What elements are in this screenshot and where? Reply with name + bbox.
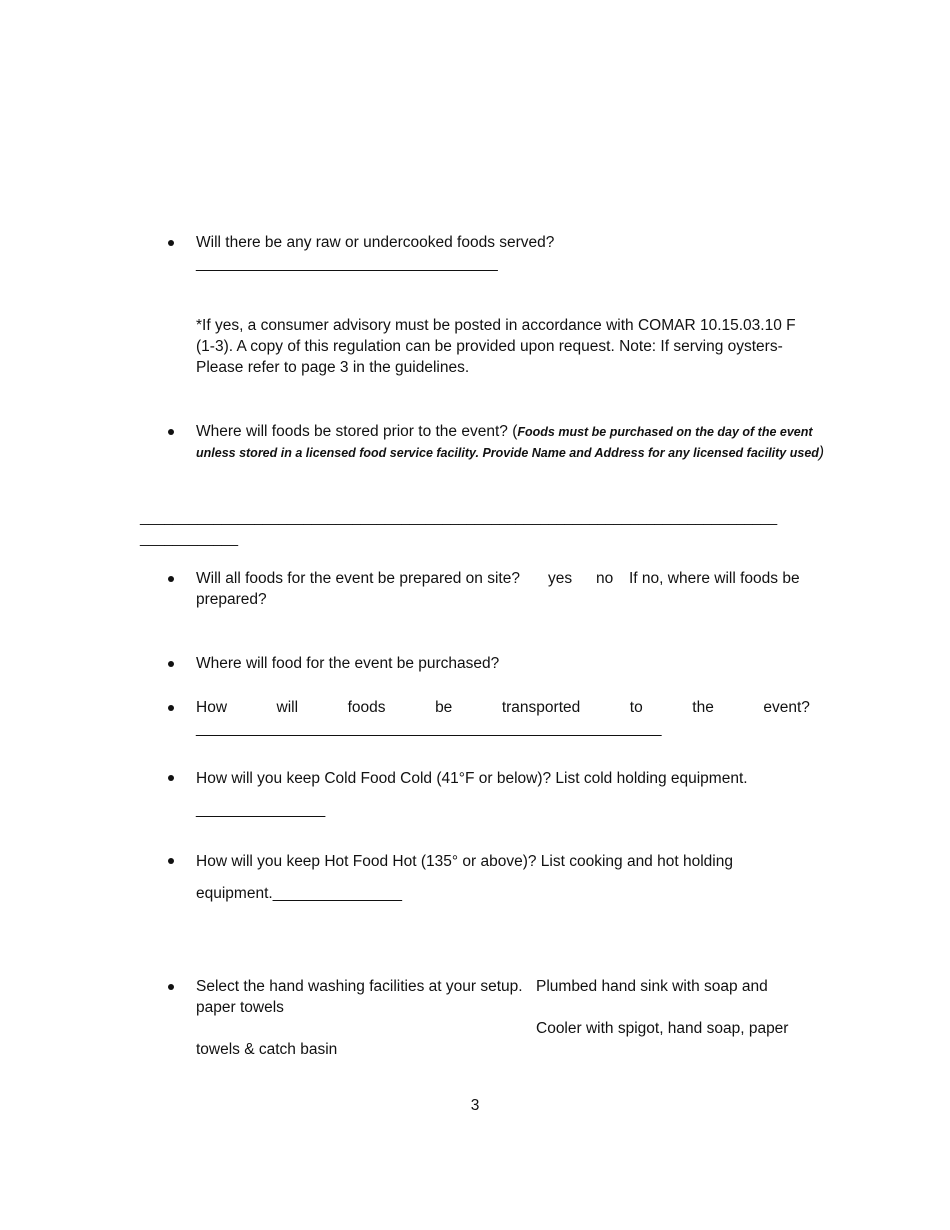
q5-word: to — [629, 699, 643, 716]
q3-follow-up: If no, where will foods be — [629, 570, 800, 587]
bullet — [168, 240, 174, 246]
q2-note-line-1: Foods must be purchased on the day of the event — [517, 425, 813, 439]
q1-question: Will there be any raw or undercooked foods served? — [196, 234, 555, 251]
q2-answer-blank-1[interactable]: ______________________________________________________________________________ — [140, 510, 778, 526]
q8-option-cooler-spigot[interactable]: Cooler with spigot, hand soap, paper — [536, 1020, 789, 1037]
page-number: 3 — [470, 1097, 480, 1114]
q5-word: be — [435, 699, 453, 716]
q7-question: How will you keep Hot Food Hot (135° or above)? List cooking and hot holding — [196, 853, 733, 870]
q1-answer-blank[interactable]: ___________________________________ — [196, 255, 498, 272]
bullet — [168, 984, 174, 990]
bullet — [168, 576, 174, 582]
q5-answer-blank[interactable]: ______________________________________________________ — [196, 720, 662, 737]
q2-answer-blank-2[interactable]: ____________ — [140, 531, 239, 547]
q2-note — [196, 444, 824, 462]
q8-option-cooler-spigot-cont: towels & catch basin — [196, 1041, 338, 1058]
q8-option-plumbed-sink-cont: paper towels — [196, 999, 284, 1016]
q2-question-text: Where will foods be stored prior to the event? ( — [196, 423, 518, 440]
bullet — [168, 858, 174, 864]
q2-close-paren: ) — [818, 444, 825, 461]
q3-follow-up-line-2: prepared? — [196, 591, 267, 608]
q3-yes-option[interactable]: yes — [548, 570, 573, 587]
q5-question — [196, 699, 810, 717]
q5-word: event? — [763, 699, 810, 716]
q5-word: foods — [347, 699, 386, 716]
q5-word: How — [196, 699, 228, 716]
q5-word: will — [276, 699, 299, 716]
q8-option-plumbed-sink[interactable]: Plumbed hand sink with soap and — [536, 978, 768, 995]
q6-answer-blank[interactable]: _______________ — [196, 801, 326, 818]
q8-question: Select the hand washing facilities at your setup. — [196, 978, 523, 995]
bullet — [168, 775, 174, 781]
q3-question: Will all foods for the event be prepared on site? — [196, 570, 520, 587]
advisory-line-1: *If yes, a consumer advisory must be posted in accordance with COMAR 10.15.03.10 F — [196, 317, 796, 334]
advisory-line-3: Please refer to page 3 in the guidelines. — [196, 359, 470, 376]
bullet — [168, 661, 174, 667]
q4-question: Where will food for the event be purchased? — [196, 655, 500, 672]
q3-no-option[interactable]: no — [596, 570, 614, 587]
q6-question: How will you keep Cold Food Cold (41°F or below)? List cold holding equipment. — [196, 770, 748, 787]
q2-question — [196, 423, 813, 441]
q5-word: transported — [501, 699, 581, 716]
q7-answer-line[interactable]: equipment._______________ — [196, 885, 402, 902]
q5-word: the — [692, 699, 714, 716]
bullet — [168, 705, 174, 711]
q2-note-line-2: unless stored in a licensed food service facility. Provide Name and Address for any licensed facility used — [196, 446, 819, 460]
bullet — [168, 429, 174, 435]
advisory-line-2: (1-3). A copy of this regulation can be provided upon request. Note: If serving oysters- — [196, 338, 783, 355]
